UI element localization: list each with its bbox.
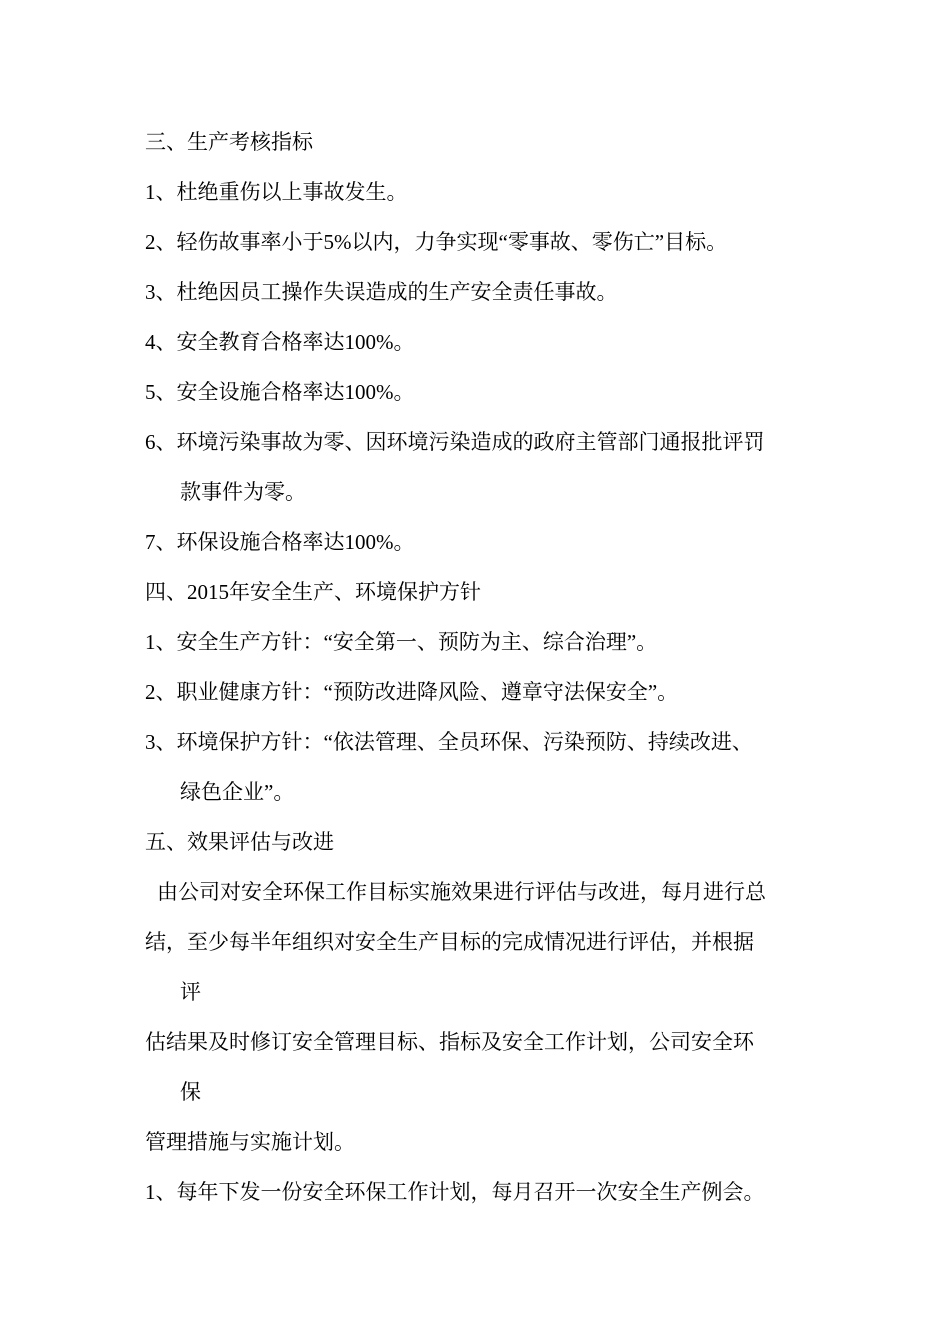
list-item: 1、安全生产方针：“安全第一、预防为主、综合治理”。 bbox=[145, 630, 658, 654]
paragraph-line: 由公司对安全环保工作目标实施效果进行评估与改进，每月进行总 bbox=[157, 880, 766, 904]
paragraph-line: 管理措施与实施计划。 bbox=[145, 1130, 355, 1154]
paragraph-line: 保 bbox=[180, 1080, 201, 1104]
list-item: 7、环保设施合格率达100%。 bbox=[145, 530, 415, 554]
paragraph-line: 评 bbox=[180, 980, 201, 1004]
list-item: 2、职业健康方针：“预防改进降风险、遵章守法保安全”。 bbox=[145, 680, 679, 704]
list-item: 1、杜绝重伤以上事故发生。 bbox=[145, 180, 408, 204]
document-body bbox=[145, 117, 845, 1217]
section-heading-evaluation: 五、效果评估与改进 bbox=[145, 830, 334, 854]
list-item: 6、环境污染事故为零、因环境污染造成的政府主管部门通报批评罚 bbox=[145, 430, 765, 454]
paragraph-line: 估结果及时修订安全管理目标、指标及安全工作计划，公司安全环 bbox=[145, 1030, 754, 1054]
list-item: 2、轻伤故事率小于5%以内，力争实现“零事故、零伤亡”目标。 bbox=[145, 230, 728, 254]
section-heading-production-indicators: 三、生产考核指标 bbox=[145, 130, 313, 154]
list-item-continuation: 绿色企业”。 bbox=[180, 780, 295, 804]
list-item: 4、安全教育合格率达100%。 bbox=[145, 330, 415, 354]
list-item: 5、安全设施合格率达100%。 bbox=[145, 380, 415, 404]
list-item: 3、环境保护方针：“依法管理、全员环保、污染预防、持续改进、 bbox=[145, 730, 753, 754]
list-item-continuation: 款事件为零。 bbox=[180, 480, 306, 504]
list-item: 3、杜绝因员工操作失误造成的生产安全责任事故。 bbox=[145, 280, 618, 304]
section-heading-policy: 四、2015年安全生产、环境保护方针 bbox=[145, 580, 481, 604]
list-item: 1、每年下发一份安全环保工作计划，每月召开一次安全生产例会。 bbox=[145, 1180, 765, 1204]
paragraph-line: 结，至少每半年组织对安全生产目标的完成情况进行评估，并根据 bbox=[145, 930, 754, 954]
